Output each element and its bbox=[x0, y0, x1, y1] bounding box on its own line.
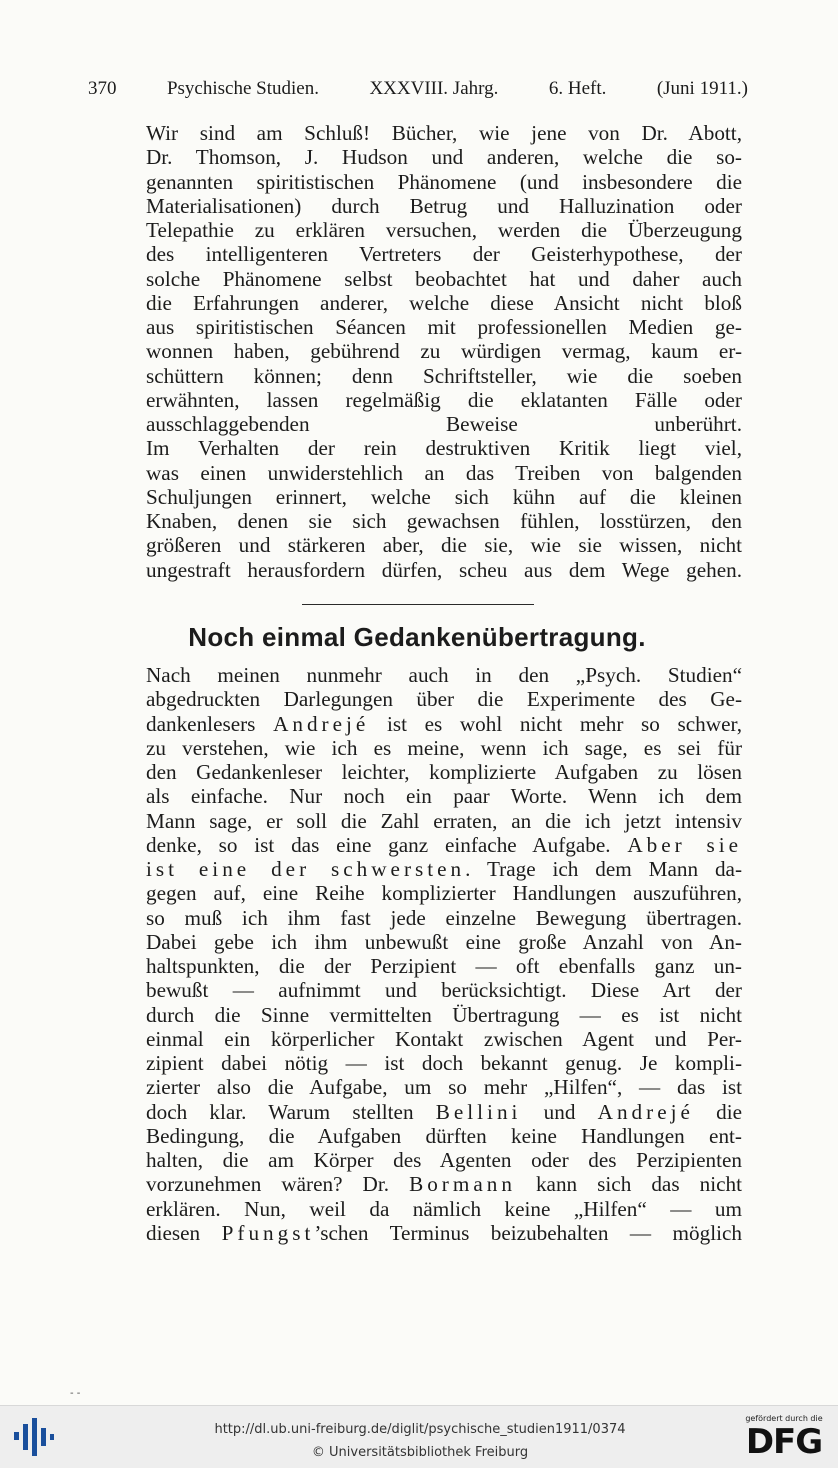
dfg-logo bbox=[738, 1414, 830, 1460]
library-logo-icon bbox=[10, 1416, 56, 1462]
sponsor-caption: gefördert durch die bbox=[745, 1414, 823, 1423]
dfg-logo-text: DFG bbox=[745, 1422, 823, 1462]
issue-date: (Juni 1911.) bbox=[656, 78, 748, 99]
issue: 6. Heft. bbox=[548, 78, 607, 99]
page-number: 370 bbox=[88, 78, 117, 99]
running-head bbox=[88, 78, 748, 100]
journal-title: Psychische Studien. bbox=[166, 78, 319, 99]
section-divider bbox=[302, 604, 534, 605]
paragraph-3: Nach meinen nunmehr auch in den „Psych. Studien“ abgedruckten Darlegungen über die Experimente des Ge- dankenlesers Andrejé ist es wohl nicht mehr so schwer, zu verstehen, wie ich es meine, wenn ich sage, es sei für den Gedankenleser leichter, komplizierte Aufgaben zu lösen als einfache. Nur noch ein paar Worte. Wenn ich dem Mann sage, er soll die Zahl erraten, an die ich jetzt intensiv denke, so ist das eine ganz einfache Aufgabe. Aber sie ist eine der schwersten. Trage ich dem Mann da- gegen auf, eine Reihe komplizierter Handlungen auszuführen, so muß ich ihm fast jede einzelne Bewegung übertragen. Dabei gebe ich ihm unbewußt eine große Anzahl von An- haltspunkten, die der Perzipient — oft ebenfalls ganz un- bewußt — aufnimmt und berücksichtigt. Diese Art der durch die Sinne vermittelten Übertragung — es ist nicht einmal ein körperlicher Kontakt zwischen Agent und Per- zipient dabei nötig — ist doch bekannt genug. Je kompli- zierter also die Aufgabe, um so mehr „Hilfen“, — das ist doch klar. Warum stellten Bellini und Andrejé die Bedingung, die Aufgaben dürften keine Handlungen ent- halten, die am Körper des Agenten oder des Perzipienten vorzunehmen wären? Dr. Bormann kann sich das nicht erklären. Nun, weil da nämlich keine „Hilfen“ — um diesen Pfungst’schen Terminus beizubehalten — möglich bbox=[146, 663, 743, 1245]
permalink-url[interactable]: http://dl.ub.uni-freiburg.de/diglit/psychische_studien1911/0374 bbox=[214, 1422, 626, 1437]
copyright-notice: © Universitätsbibliothek Freiburg bbox=[311, 1445, 529, 1460]
paragraph-1: Wir sind am Schluß! Bücher, wie jene von Dr. Abott, Dr. Thomson, J. Hudson und anderen, welche die so- genannten spiritistischen Phänomene (und insbesondere die Materialisationen) durch Betrug und Halluzination oder Telepathie zu erklären versuchen, werden die Überzeugung des intelligenteren Vertreters der Geisterhypothese, der solche Phänomene selbst beobachtet hat und daher auch die Erfahrungen anderer, welche diese Ansicht nicht bloß aus spiritistischen Séancen mit professionellen Medien ge- wonnen haben, gebührend zu würdigen vermag, kaum er- schüttern können; denn Schriftsteller, wie die soeben erwähnten, lassen regelmäßig die eklatanten Fälle oder ausschlaggebenden Beweise unberührt. bbox=[146, 121, 742, 436]
article-body bbox=[92, 663, 742, 1245]
paragraph-2: Im Verhalten der rein destruktiven Kritik liegt viel, was einen unwiderstehlich an das Treiben von balgenden Schuljungen erinnert, welche sich kühn auf die kleinen Knaben, denen sie sich gewachsen fühlen, losstürzen, den größeren und stärkeren aber, die sie, wie sie wissen, nicht ungestraft herausfordern dürfen, scheu aus dem Wege gehen. bbox=[146, 436, 742, 582]
viewer-footer bbox=[0, 1405, 838, 1468]
section-title: Noch einmal Gedankenübertragung. bbox=[188, 622, 646, 652]
volume: XXXVIII. Jahrg. bbox=[369, 78, 499, 99]
margin-marks: - - bbox=[70, 1388, 81, 1399]
article-end-text bbox=[92, 121, 742, 582]
